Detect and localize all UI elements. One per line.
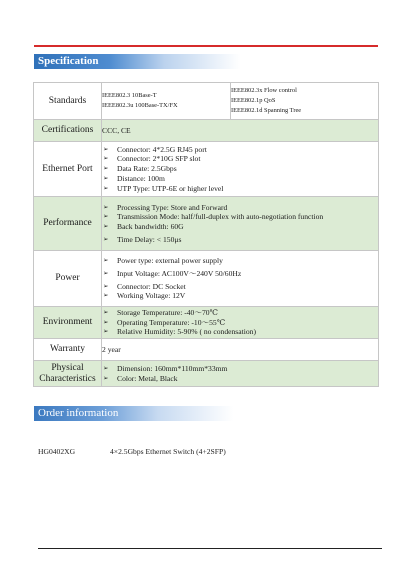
- row-power: [34, 251, 379, 307]
- standards-right: [231, 83, 379, 120]
- environment-item: ➢ Storage Temperature: -40～70℃: [102, 308, 378, 318]
- physical-list: [102, 361, 379, 387]
- order-information-header: [34, 406, 378, 421]
- performance-item: ➢ Time Delay: < 150μs: [102, 235, 378, 245]
- specification-header: [34, 54, 378, 69]
- physical-item: ➢ Color: Metal, Black: [102, 374, 378, 384]
- standard-item: IEEE802.3x Flow control: [231, 87, 297, 94]
- specification-table: [33, 82, 379, 387]
- environment-item: ➢ Relative Humidity: 5-90% ( no condensation): [102, 327, 378, 337]
- ethernet-port-item: ➢ Connector: 4*2.5G RJ45 port: [102, 145, 378, 155]
- standard-item: IEEE802.3 10Base-T: [102, 92, 157, 99]
- performance-item: ➢ Processing Type: Store and Forward: [102, 203, 378, 213]
- row-environment: [34, 307, 379, 339]
- ethernet-port-list: [102, 142, 379, 197]
- performance-list: [102, 197, 379, 251]
- row-physical: [34, 361, 379, 387]
- label-standards: Standards: [34, 83, 102, 120]
- standard-item: IEEE802.1d Spanning Tree: [231, 107, 302, 114]
- certifications-value: CCC, CE: [102, 120, 379, 142]
- label-certifications: Certifications: [34, 120, 102, 142]
- ethernet-port-item: ➢ Data Rate: 2.5Gbps: [102, 164, 378, 174]
- environment-list: [102, 307, 379, 339]
- row-ethernet-port: [34, 142, 379, 197]
- ethernet-port-item: ➢ UTP Type: UTP-6E or higher level: [102, 184, 378, 194]
- label-power: Power: [34, 251, 102, 307]
- bottom-rule: [38, 548, 382, 549]
- performance-item: ➢ Transmission Mode: half/full-duplex with auto-negotiation function: [102, 212, 378, 222]
- top-red-rule: [34, 45, 378, 47]
- label-ethernet-port: Ethernet Port: [34, 142, 102, 197]
- label-physical-line1: Physical: [51, 362, 84, 373]
- order-information-title: Order information: [38, 407, 119, 419]
- row-performance: [34, 197, 379, 251]
- power-item: ➢ Connector: DC Socket: [102, 282, 378, 292]
- warranty-value: 2 year: [102, 339, 379, 361]
- label-performance: Performance: [34, 197, 102, 251]
- power-item: ➢ Power type: external power supply: [102, 256, 378, 266]
- label-physical-line2: Characteristics: [39, 373, 96, 384]
- row-warranty: [34, 339, 379, 361]
- power-list: [102, 251, 379, 307]
- power-item: ➢ Input Voltage: AC100V～240V 50/60Hz: [102, 269, 378, 279]
- physical-item: ➢ Dimension: 160mm*110mm*33mm: [102, 364, 378, 374]
- label-environment: Environment: [34, 307, 102, 339]
- power-item: ➢ Working Voltage: 12V: [102, 291, 378, 301]
- standards-left: [102, 83, 231, 120]
- standard-item: IEEE802.1p QoS: [231, 97, 276, 104]
- ethernet-port-item: ➢ Distance: 100m: [102, 174, 378, 184]
- performance-item: ➢ Back bandwidth: 60G: [102, 222, 378, 232]
- label-warranty: Warranty: [34, 339, 102, 361]
- order-description: 4×2.5Gbps Ethernet Switch (4+2SFP): [110, 447, 226, 456]
- label-physical: [34, 361, 102, 387]
- ethernet-port-item: ➢ Connector: 2*10G SFP slot: [102, 154, 378, 164]
- environment-item: ➢ Operating Temperature: -10～55℃: [102, 318, 378, 328]
- order-model: HG0402XG: [38, 447, 76, 456]
- specification-title: Specification: [38, 55, 99, 67]
- standard-item: IEEE802.3u 100Base-TX/FX: [102, 102, 178, 109]
- row-standards: [34, 83, 379, 120]
- row-certifications: [34, 120, 379, 142]
